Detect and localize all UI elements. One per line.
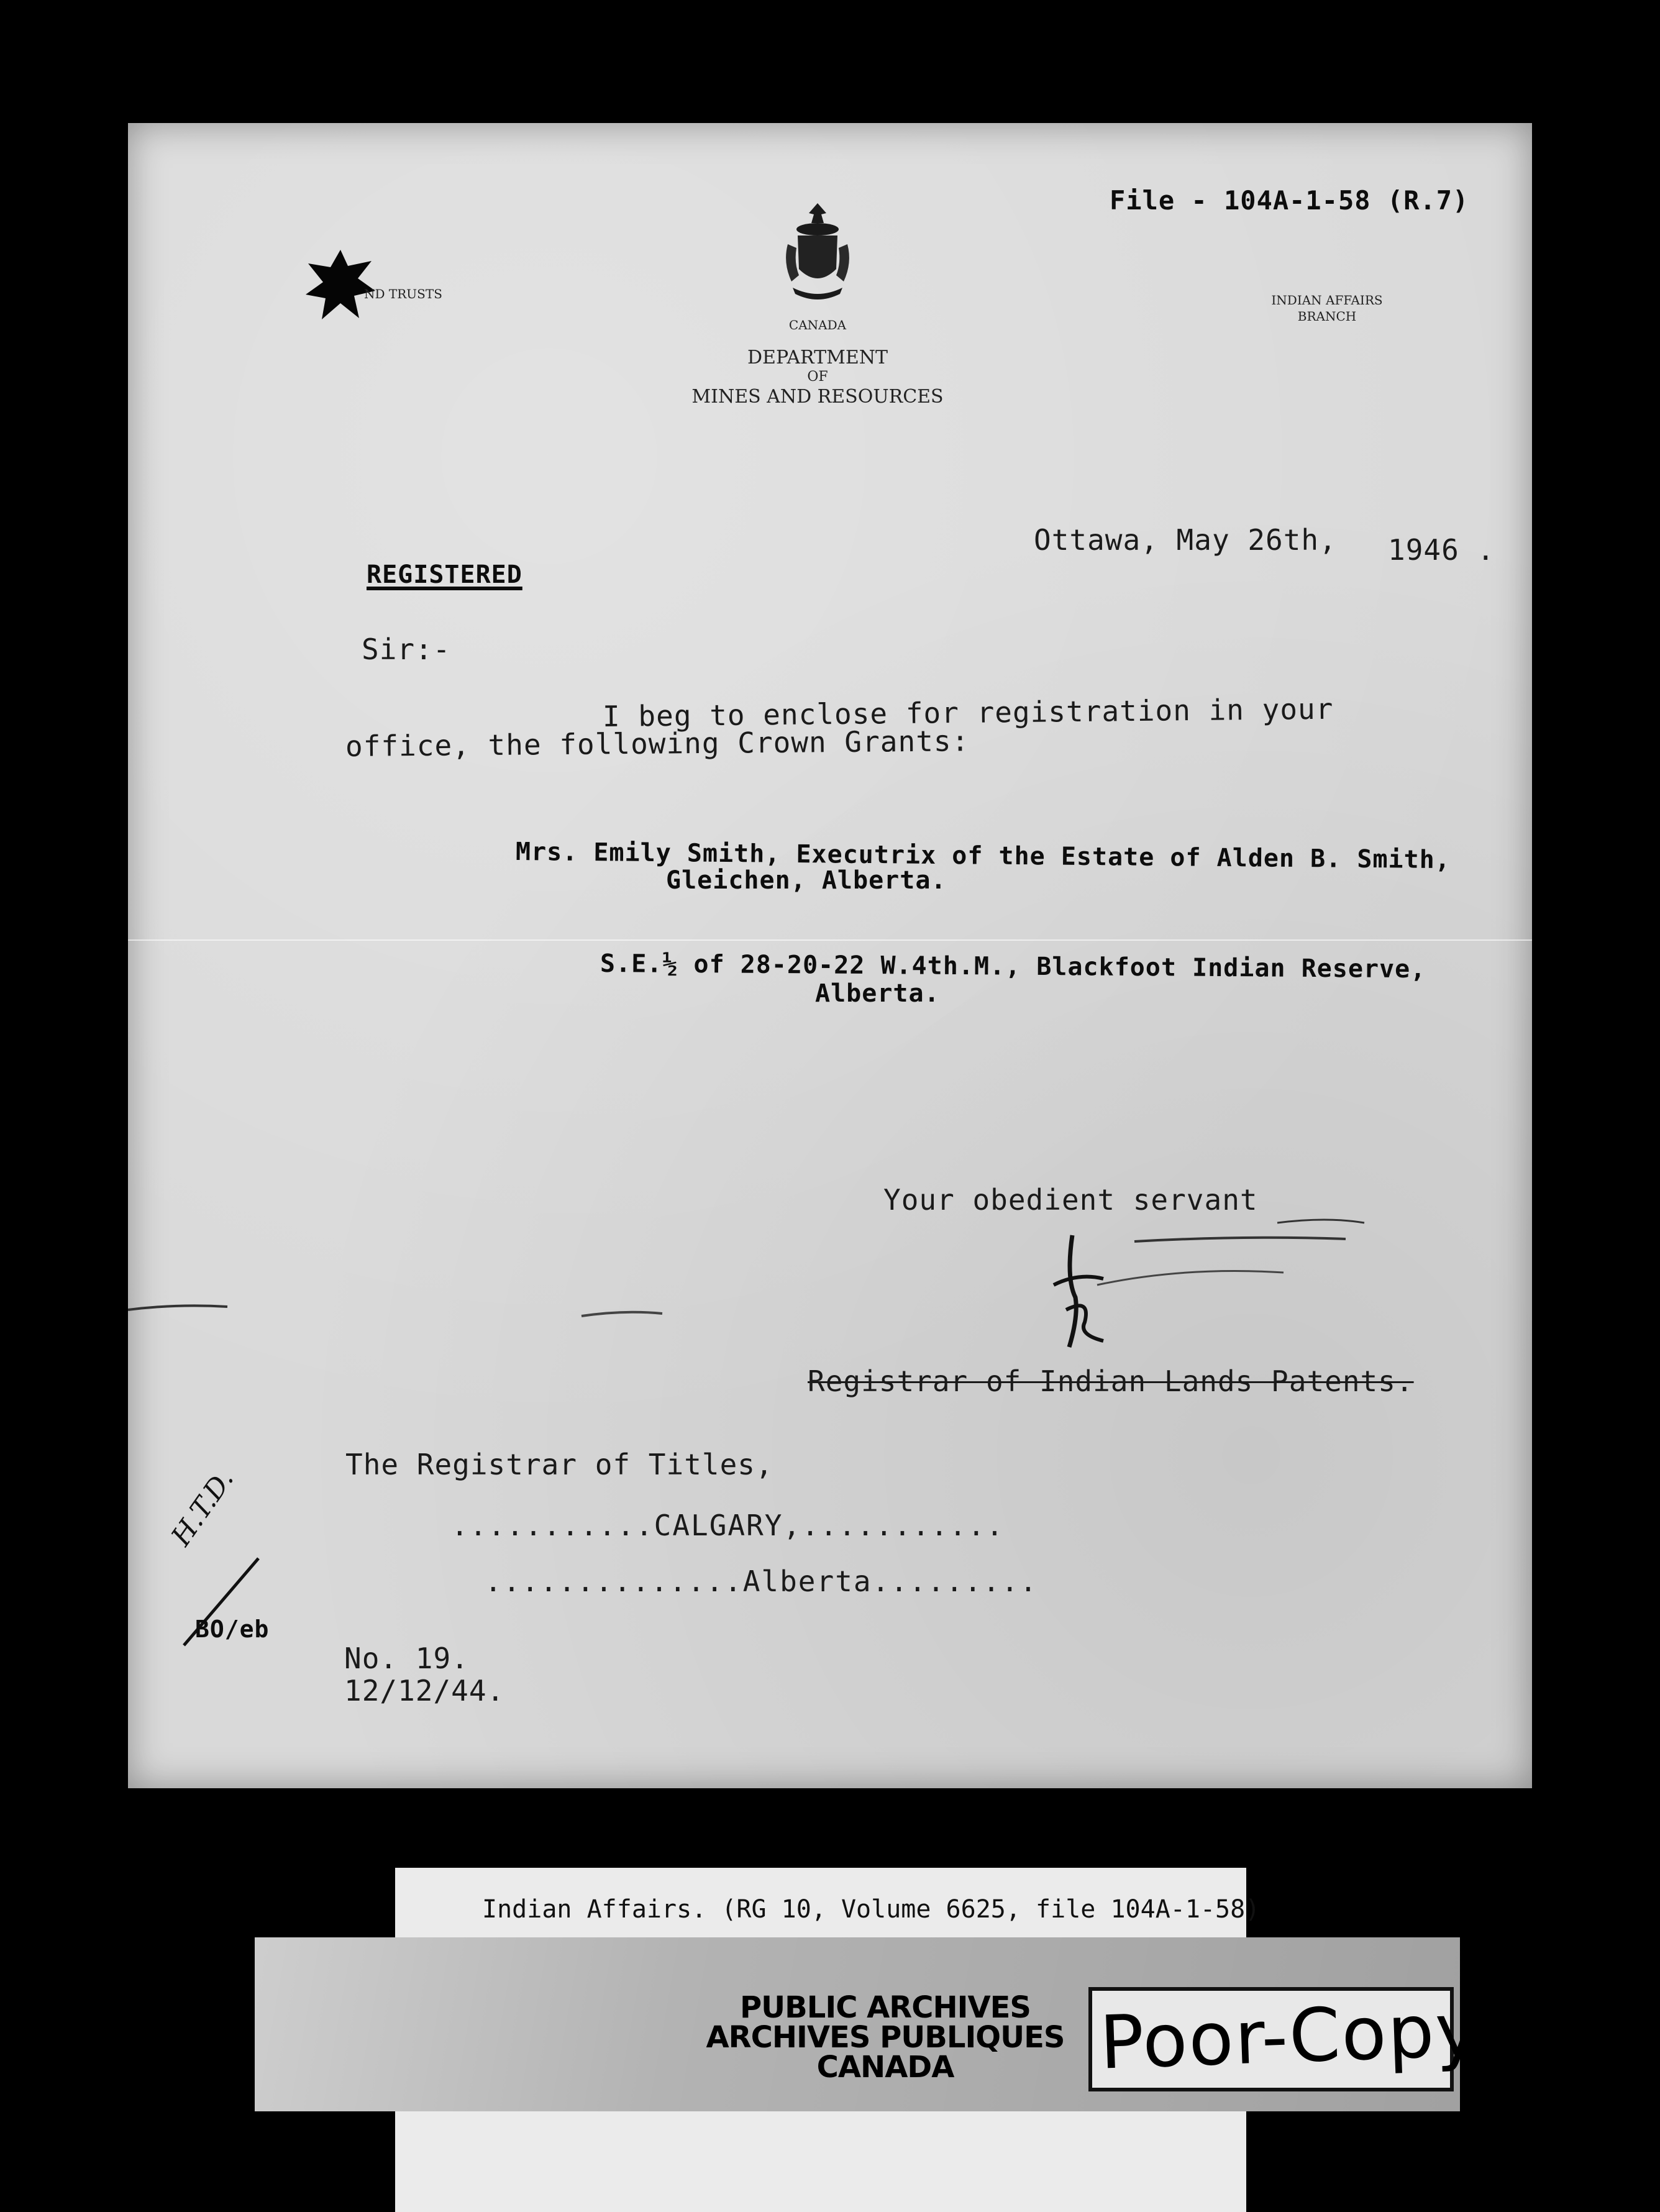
margin-initials: H.T.D. (165, 1463, 240, 1552)
grantee-line-1: Mrs. Emily Smith, Executrix of the Estate of Alden B. Smith, (515, 838, 1451, 875)
body-line-1: I beg to enclose for registration in your (602, 692, 1334, 733)
addressee: The Registrar of Titles, (345, 1448, 773, 1481)
archive-title-line-2: ARCHIVES PUBLIQUES (706, 2020, 1065, 2055)
document-number: No. 19. (344, 1642, 469, 1675)
crest-country-label: CANADA (788, 318, 847, 332)
canada-crest-icon (780, 201, 855, 306)
document-number-date: 12/12/44. (344, 1674, 505, 1707)
address-province: ..............Alberta......... (485, 1565, 1038, 1598)
land-line-1: S.E.½ of 28-20-22 W.4th.M., Blackfoot Indian Reserve, (600, 949, 1426, 984)
right-header-line-1: INDIAN AFFAIRS (1271, 293, 1383, 308)
poor-copy-stamp: Poor-Copy (1098, 1986, 1482, 2086)
salutation: Sir:- (362, 633, 451, 666)
archive-title-line-1: PUBLIC ARCHIVES (740, 1990, 1031, 2025)
right-header-line-2: BRANCH (1297, 309, 1357, 324)
archive-reference: Indian Affairs. (RG 10, Volume 6625, file 104A-1-58) (482, 1895, 1261, 1924)
archive-title-line-3: CANADA (816, 2050, 954, 2085)
date-place-text: Ottawa, May 26th, (1034, 523, 1337, 557)
damage-hole-icon (303, 247, 378, 322)
date-place (1034, 523, 1337, 557)
registered-mark: REGISTERED (367, 560, 522, 589)
department-heading (675, 347, 960, 409)
archive-title (640, 1990, 1131, 2085)
signature-title: Registrar of Indian Lands Patents. (808, 1364, 1414, 1398)
grantee-line-2: Gleichen, Alberta. (666, 866, 947, 895)
left-header-fragment: ND TRUSTS (364, 286, 442, 301)
typist-reference: BO/eb (195, 1616, 270, 1643)
address-city: ...........CALGARY,........... (451, 1509, 1005, 1542)
closing: Your obedient servant (883, 1183, 1258, 1217)
file-reference: File - 104A-1-58 (R.7) (1110, 185, 1469, 216)
letter-page (128, 123, 1532, 1788)
body-line-2: office, the following Crown Grants: (345, 724, 970, 763)
right-header (1246, 292, 1408, 324)
date-year: 1946 . (1388, 533, 1495, 567)
department-line-3: MINES AND RESOURCES (691, 386, 944, 408)
department-line-2: OF (807, 369, 828, 385)
fold-line (128, 939, 1532, 941)
land-line-2: Alberta. (815, 979, 940, 1008)
department-line-1: DEPARTMENT (747, 347, 888, 368)
